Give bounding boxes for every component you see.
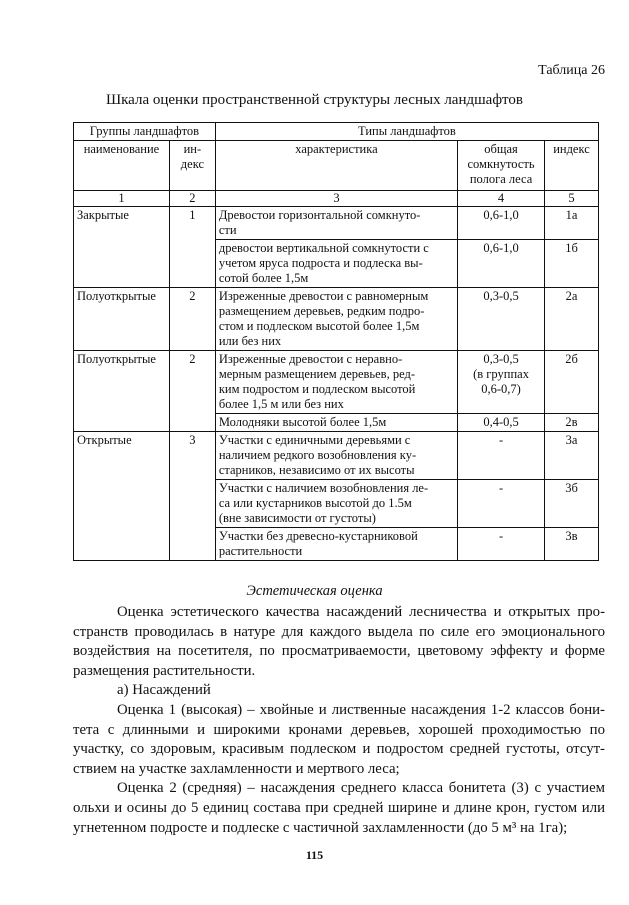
type-index: 1а [545, 207, 599, 240]
header-name: наименование [74, 141, 170, 191]
type-index: 3б [545, 480, 599, 528]
col-number: 5 [545, 191, 599, 207]
header-characteristic: характеристика [215, 141, 457, 191]
col-number: 2 [169, 191, 215, 207]
type-characteristic: Участки с наличием возобновления ле- са или кустарников высотой до 1.5м (вне зависимости от густоты) [215, 480, 457, 528]
table-caption: Шкала оценки пространственной структуры лесных ландшафтов [105, 92, 523, 108]
header-landscape-groups: Группы ландшафтов [74, 123, 216, 141]
canopy-closure: 0,6-1,0 [458, 207, 545, 240]
type-characteristic: Молодняки высотой более 1,5м [215, 414, 457, 432]
table-label: Таблица 26 [538, 63, 605, 78]
type-index: 3а [545, 432, 599, 480]
type-index: 3в [545, 528, 599, 561]
header-landscape-types: Типы ландшафтов [215, 123, 598, 141]
canopy-closure: - [458, 432, 545, 480]
type-characteristic: Участки с единичными деревьями с наличием редкого возобновления ку- старников, независимо от их высоты [215, 432, 457, 480]
header-canopy-closure: общая сомкнутость полога леса [458, 141, 545, 191]
type-index: 1б [545, 240, 599, 288]
type-characteristic: Изреженные древостои с неравно- мерным размещением деревьев, ред- ким подростом и подлеском высотой более 1,5 м или без них [215, 351, 457, 414]
canopy-closure: 0,3-0,5 (в группах 0,6-0,7) [458, 351, 545, 414]
group-name: Открытые [74, 432, 170, 561]
header-index: индекс [545, 141, 599, 191]
body-text [73, 603, 605, 838]
group-index: 1 [169, 207, 215, 288]
assessment-table [73, 122, 599, 561]
group-name: Закрытые [74, 207, 170, 288]
canopy-closure: - [458, 480, 545, 528]
type-index: 2б [545, 351, 599, 414]
table-row [74, 351, 599, 414]
canopy-closure: 0,6-1,0 [458, 240, 545, 288]
page-number: 115 [305, 848, 324, 862]
group-name: Полуоткрытые [74, 288, 170, 351]
group-index: 2 [169, 351, 215, 432]
group-index: 2 [169, 288, 215, 351]
type-characteristic: Древостои горизонтальной сомкнуто- сти [215, 207, 457, 240]
type-characteristic: древостои вертикальной сомкнутости с учетом яруса подроста и подлеска вы- сотой более 1,5м [215, 240, 457, 288]
group-index: 3 [169, 432, 215, 561]
paragraph: Оценка эстетического качества насаждений лесничества и открытых про-странств проводилась в натуре для каждого выдела по силе его эмоционального воздействия на посетителя, по просматриваемости, цветовому эффекту и форме размещения растительности. [73, 604, 605, 679]
type-characteristic: Участки без древесно-кустарниковой растительности [215, 528, 457, 561]
canopy-closure: 0,4-0,5 [458, 414, 545, 432]
section-title: Эстетическая оценка [246, 583, 383, 599]
col-number: 4 [458, 191, 545, 207]
table-row [74, 207, 599, 240]
paragraph: Оценка 2 (средняя) – насаждения среднего класса бонитета (3) с участием ольхи и осины до 5 единиц состава при средней ширине и длине крон, густом или угнетенном подросте и подлеске с частичной захламленности (до 5 м³ на 1га); [73, 780, 605, 836]
header-index-short: ин- декс [169, 141, 215, 191]
table-row [74, 288, 599, 351]
col-number: 3 [215, 191, 457, 207]
paragraph: а) Насаждений [117, 682, 211, 699]
paragraph: Оценка 1 (высокая) – хвойные и лиственные насаждения 1-2 классов бони-тета с длинными и широкими кронами деревьев, хорошей проходимостью по участку, со здоровым, красивым подлеском и подростом средней густоты, отсут-ствием на участке захламленности и мертвого леса; [73, 701, 605, 777]
group-name: Полуоткрытые [74, 351, 170, 432]
type-characteristic: Изреженные древостои с равномерным размещением деревьев, редким подро- стом и подлеском высотой более 1,5м или без них [215, 288, 457, 351]
canopy-closure: 0,3-0,5 [458, 288, 545, 351]
type-index: 2а [545, 288, 599, 351]
col-number: 1 [74, 191, 170, 207]
type-index: 2в [545, 414, 599, 432]
table-row [74, 432, 599, 480]
canopy-closure: - [458, 528, 545, 561]
